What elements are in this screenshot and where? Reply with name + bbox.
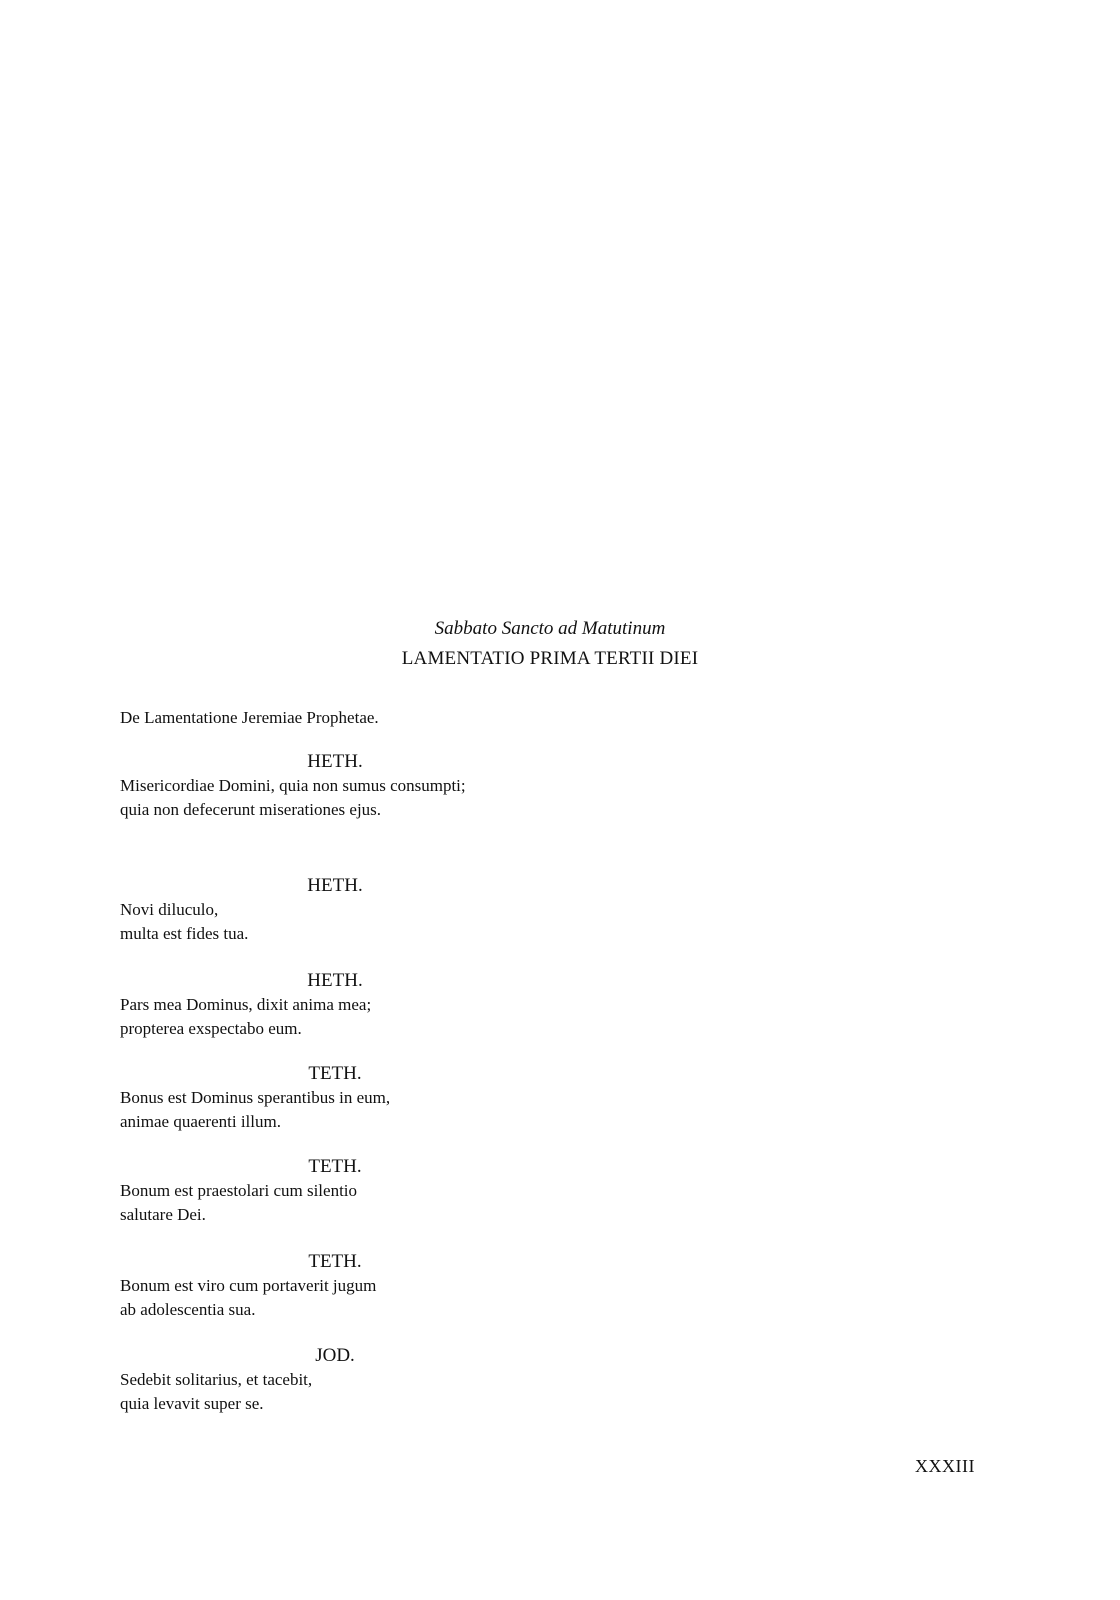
verse-line: animae quaerenti illum. (120, 1111, 281, 1131)
verse-line: Novi diluculo, (120, 900, 219, 919)
verse-line: Pars mea Dominus, dixit anima mea; (120, 995, 372, 1014)
stanza-heading: HETH. (307, 875, 363, 896)
stanza (120, 874, 550, 945)
page-number: XXXIII (915, 1456, 975, 1476)
verse-line: Misericordiae Domini, quia non sumus consumpti; (120, 776, 466, 795)
page-title: LAMENTATIO PRIMA TERTII DIEI (401, 648, 699, 669)
intro-line: De Lamentatione Jeremiae Prophetae. (120, 708, 379, 727)
stanza-heading: HETH. (307, 970, 363, 991)
stanza-heading: HETH. (307, 751, 363, 772)
stanza (120, 750, 550, 821)
stanza-heading: TETH. (308, 1063, 362, 1084)
subtitle-text: Sabbato Sancto ad Matutinum (434, 618, 666, 639)
verse-line: quia non defecerunt miserationes ejus. (120, 799, 382, 819)
page-subtitle (0, 618, 1100, 640)
stanza (120, 969, 550, 1040)
stanza-heading: JOD. (315, 1345, 355, 1366)
stanza (120, 1062, 550, 1133)
verse-line: propterea exspectabo eum. (120, 1018, 302, 1038)
stanza (120, 1155, 550, 1226)
verse-line: Bonum est praestolari cum silentio (120, 1181, 358, 1200)
verse-line: quia levavit super se. (120, 1393, 264, 1413)
stanza (120, 1344, 550, 1415)
stanza-heading: TETH. (308, 1156, 362, 1177)
verse-line: Bonus est Dominus sperantibus in eum, (120, 1088, 391, 1107)
verse-line: Sedebit solitarius, et tacebit, (120, 1370, 313, 1389)
verse-line: Bonum est viro cum portaverit jugum (120, 1276, 377, 1295)
verse-line: salutare Dei. (120, 1204, 206, 1224)
verse-line: multa est fides tua. (120, 923, 249, 943)
verse-line: ab adolescentia sua. (120, 1299, 256, 1319)
stanza (120, 1250, 550, 1321)
stanza-heading: TETH. (308, 1251, 362, 1272)
